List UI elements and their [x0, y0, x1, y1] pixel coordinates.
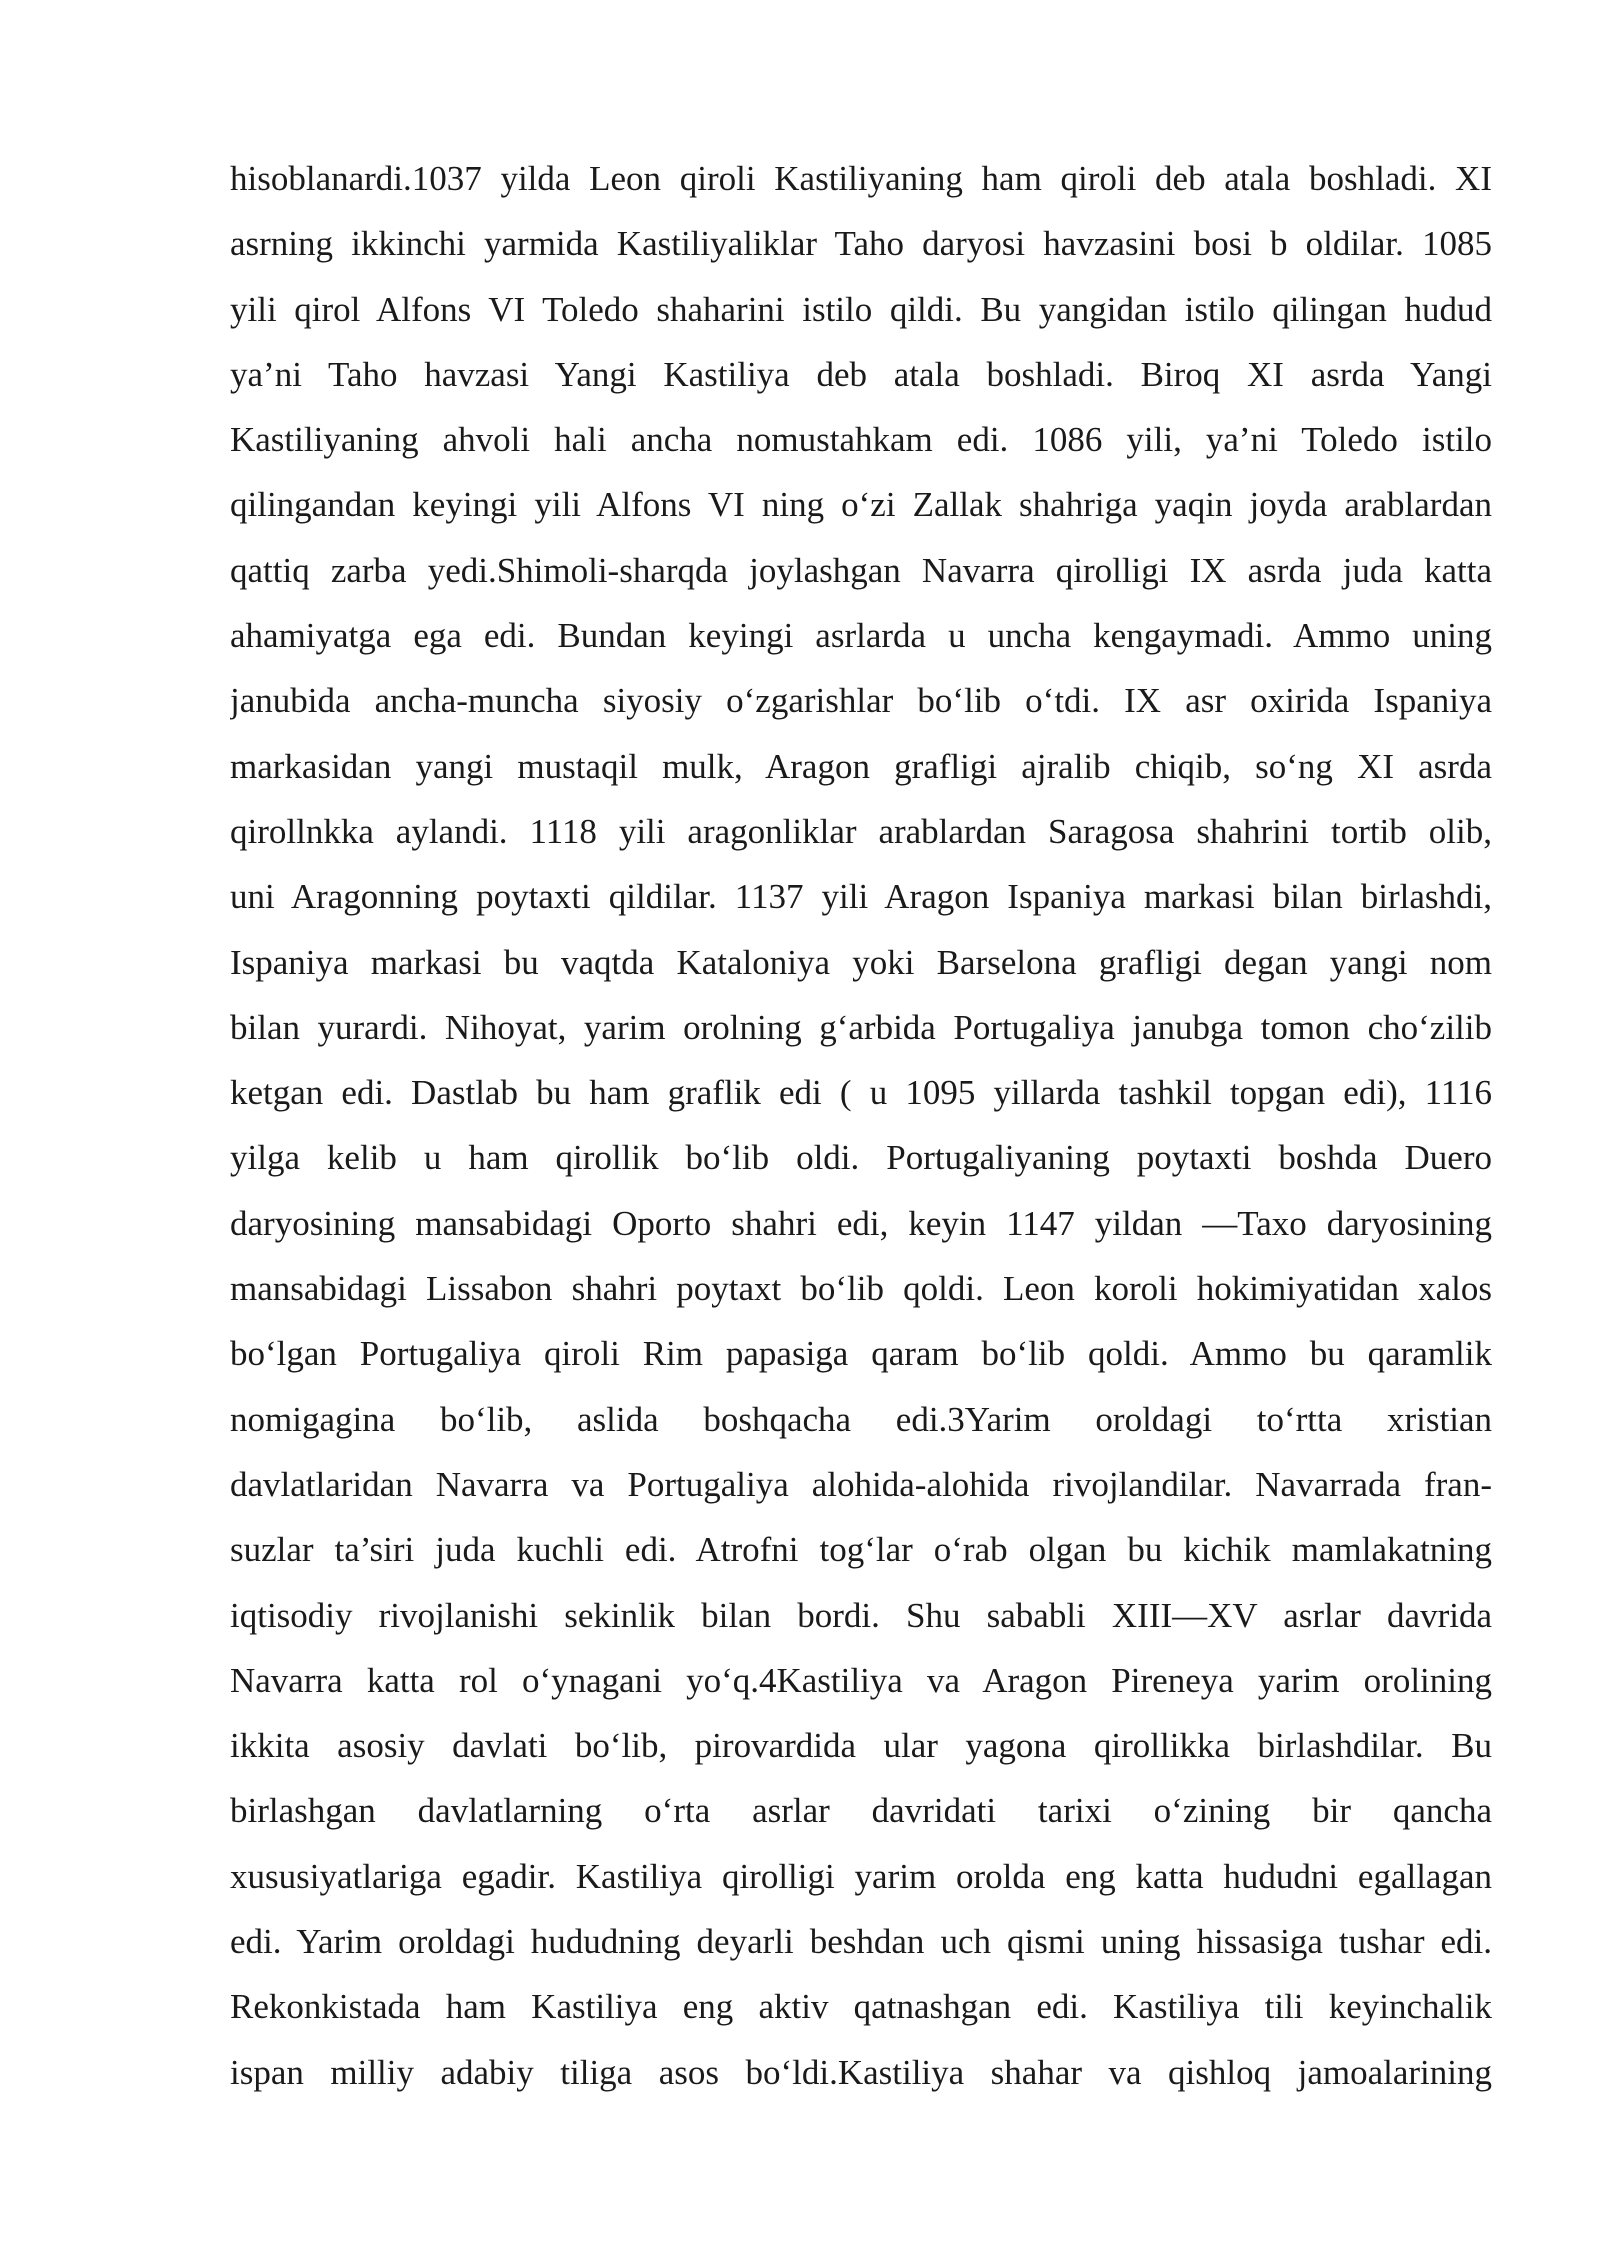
text-line: uni Aragonning poytaxti qildilar. 1137 yili Aragon Ispaniya markasi bilan birlashdi,	[230, 877, 1492, 917]
text-line: hisoblanardi.1037 yilda Leon qiroli Kastiliyaning ham qiroli deb atala boshladi. XI	[230, 159, 1492, 198]
text-line: qirollnkka aylandi. 1118 yili aragonliklar arablardan Saragosa shahrini tortib olib,	[230, 811, 1492, 851]
text-line: Rekonkistada ham Kastiliya eng aktiv qatnashgan edi. Kastiliya tili keyinchalik	[230, 1987, 1492, 2027]
text-line: iqtisodiy rivojlanishi sekinlik bilan bordi. Shu sababli XIII—XV asrlar davrida	[230, 1595, 1492, 1635]
text-line: Kastiliyaning ahvoli hali ancha nomustahkam edi. 1086 yili, ya’ni Toledo istilo	[230, 420, 1492, 460]
text-line: Navarra katta rol o‘ynagani yo‘q.4Kastiliya va Aragon Pireneya yarim orolining	[230, 1660, 1492, 1700]
text-line: ketgan edi. Dastlab bu ham graflik edi ( u 1095 yillarda tashkil topgan edi), 1116	[230, 1073, 1492, 1113]
text-line: markasidan yangi mustaqil mulk, Aragon grafligi ajralib chiqib, so‘ng XI asrda	[230, 746, 1492, 786]
text-line: davlatlaridan Navarra va Portugaliya alohida-alohida rivojlandilar. Navarrada fran-	[230, 1464, 1492, 1504]
text-line: yilga kelib u ham qirollik bo‘lib oldi. Portugaliyaning poytaxti boshda Duero	[230, 1138, 1492, 1178]
text-line: janubida ancha-muncha siyosiy o‘zgarishlar bo‘lib o‘tdi. IX asr oxirida Ispaniya	[230, 681, 1492, 721]
text-line: qattiq zarba yedi.Shimoli-sharqda joylashgan Navarra qirolligi IX asrda juda katta	[230, 550, 1492, 590]
text-line: ahamiyatga ega edi. Bundan keyingi asrlarda u uncha kengaymadi. Ammo uning	[230, 616, 1492, 656]
text-line: Ispaniya markasi bu vaqtda Kataloniya yoki Barselona grafligi degan yangi nom	[230, 942, 1492, 982]
text-line: bilan yurardi. Nihoyat, yarim orolning g‘arbida Portugaliya janubga tomon cho‘zilib	[230, 1007, 1492, 1047]
body-text	[230, 146, 1492, 2105]
text-line: edi. Yarim oroldagi hududning deyarli beshdan uch qismi uning hissasiga tushar edi.	[230, 1922, 1492, 1962]
text-line: mansabidagi Lissabon shahri poytaxt bo‘lib qoldi. Leon koroli hokimiyatidan xalos	[230, 1269, 1492, 1309]
text-line: ispan milliy adabiy tiliga asos bo‘ldi.Kastiliya shahar va qishloq jamoalarining	[230, 2052, 1492, 2092]
text-line: yili qirol Alfons VI Toledo shaharini istilo qildi. Bu yangidan istilo qilingan hudud	[230, 289, 1492, 329]
text-line: bo‘lgan Portugaliya qiroli Rim papasiga qaram bo‘lib qoldi. Ammo bu qaramlik	[230, 1334, 1492, 1374]
text-line: nomigagina bo‘lib, aslida boshqacha edi.3Yarim oroldagi to‘rtta xristian	[230, 1399, 1492, 1439]
text-line: asrning ikkinchi yarmida Kastiliyaliklar Taho daryosi havzasini bosi b oldilar. 1085	[230, 224, 1492, 264]
text-line: suzlar ta’siri juda kuchli edi. Atrofni tog‘lar o‘rab olgan bu kichik mamlakatning	[230, 1530, 1492, 1570]
text-line: xususiyatlariga egadir. Kastiliya qirolligi yarim orolda eng katta hududni egallagan	[230, 1856, 1492, 1896]
text-line: birlashgan davlatlarning o‘rta asrlar davridati tarixi o‘zining bir qancha	[230, 1791, 1492, 1831]
text-line: daryosining mansabidagi Oporto shahri edi, keyin 1147 yildan —Taxo daryosining	[230, 1203, 1492, 1243]
text-line: ya’ni Taho havzasi Yangi Kastiliya deb atala boshladi. Biroq XI asrda Yangi	[230, 354, 1492, 394]
text-line: qilingandan keyingi yili Alfons VI ning o‘zi Zallak shahriga yaqin joyda arablardan	[230, 485, 1492, 525]
text-line: ikkita asosiy davlati bo‘lib, pirovardida ular yagona qirollikka birlashdilar. Bu	[230, 1726, 1492, 1766]
